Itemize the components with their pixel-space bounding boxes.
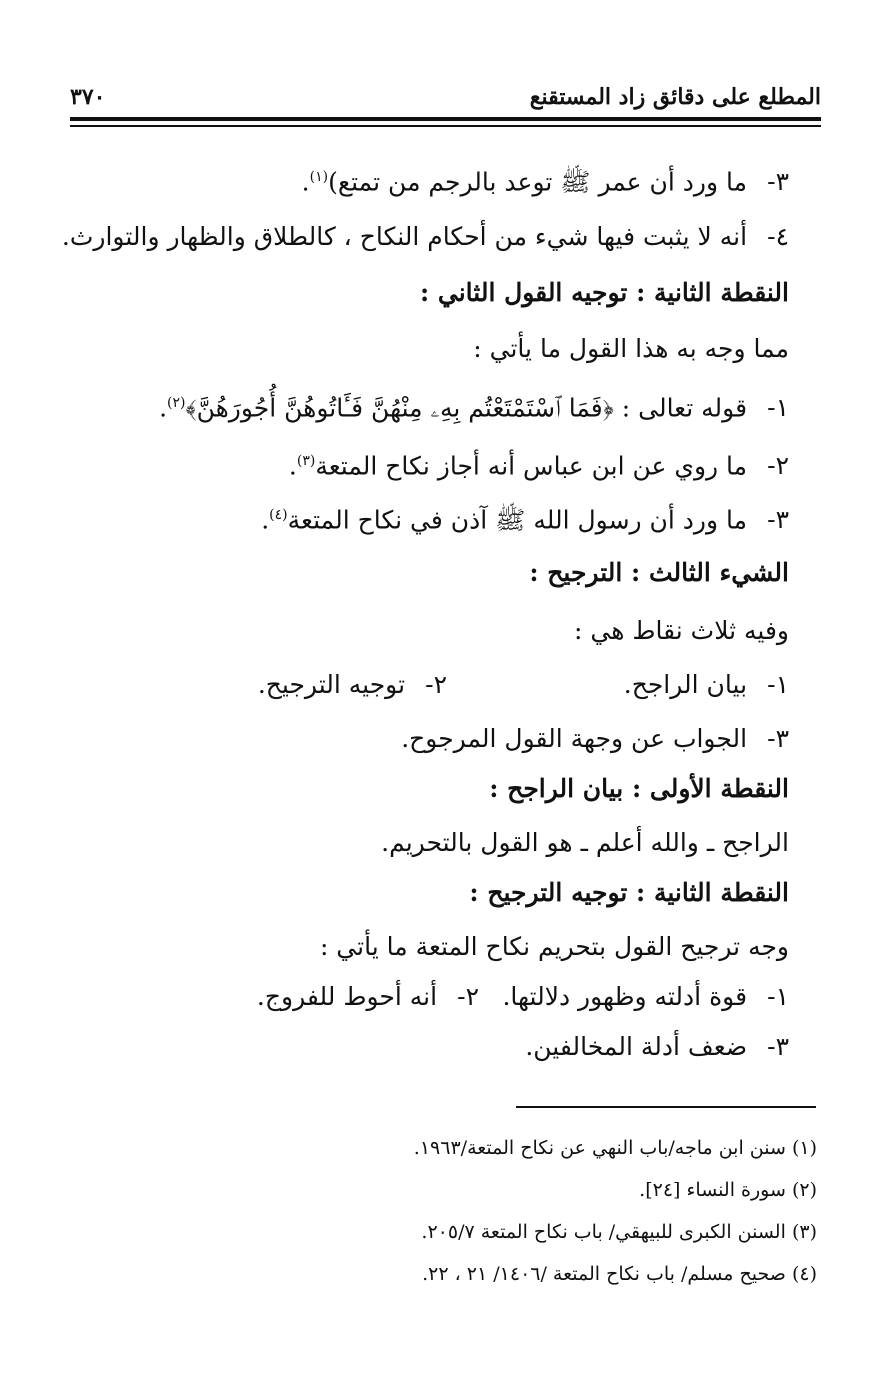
text-line: وفيه ثلاث نقاط هي :: [574, 616, 789, 645]
footnote: [414, 1134, 817, 1162]
item-text: قوله تعالى : ﴿فَمَا ٱسْتَمْتَعْتُم بِهِۦ مِنْهُنَّ فَـَٔاتُوهُنَّ أُجُورَهُنَّ﴾: [185, 393, 748, 423]
footnote: [639, 1176, 817, 1204]
item-number: ٤-: [767, 222, 789, 251]
item-number: ١-: [767, 670, 789, 699]
item-number: ٣-: [767, 505, 789, 535]
item-text: ما ورد أن عمر ﷺ توعد بالرجم من تمتع): [328, 167, 748, 197]
footnote-ref: (٣): [296, 453, 316, 469]
footnote-number: (٣): [791, 1221, 817, 1243]
footnote-number: (٢): [791, 1179, 817, 1201]
page-number: ٣٧٠: [70, 84, 106, 110]
item-number: ٢-: [425, 670, 447, 699]
footnote-number: (١): [791, 1137, 817, 1159]
text-line: ٣- ما ورد أن عمر ﷺ توعد بالرجم من تمتع)$^{(١)}$.: [302, 160, 789, 199]
text-line: وجه ترجيح القول بتحريم نكاح المتعة ما يأتي :: [319, 932, 789, 961]
item-number: ٣-: [767, 1032, 789, 1061]
item-number: ١-: [767, 982, 789, 1011]
footnote-ref: (٢): [167, 395, 186, 411]
section-heading: النقطة الثانية : توجيه الترجيح :: [469, 878, 789, 907]
text-line: ١- قوله تعالى : ﴿فَمَا ٱسْتَمْتَعْتُم بِهِۦ مِنْهُنَّ فَـَٔاتُوهُنَّ أُجُورَهُنَّ﴾$^{(٢)}$.: [159, 386, 789, 425]
text-line: الراجح ـ والله أعلم ـ هو القول بالتحريم.: [381, 828, 789, 857]
item-text: بيان الراجح.: [623, 670, 748, 699]
item-number: ١-: [767, 393, 789, 423]
header-rule-thin: [70, 125, 821, 127]
text-line: مما وجه به هذا القول ما يأتي :: [473, 334, 789, 363]
header-rule-thick: [70, 117, 821, 121]
text-line: [401, 722, 789, 756]
item-text: الجواب عن وجهة القول المرجوح.: [401, 724, 748, 753]
item-text: ما روي عن ابن عباس أنه أجاز نكاح المتعة: [315, 451, 748, 481]
text-line-col2: [258, 668, 447, 702]
item-number: ٣-: [767, 167, 789, 197]
footnote-text: سورة النساء [٢٤].: [639, 1179, 786, 1201]
text-line: ٢- ما روي عن ابن عباس أنه أجاز نكاح المتعة$^{(٣)}$.: [289, 444, 789, 483]
item-text: ما ورد أن رسول الله ﷺ آذن في نكاح المتعة: [287, 505, 748, 535]
footnote: [421, 1218, 817, 1246]
footnote-text: سنن ابن ماجه/باب النهي عن نكاح المتعة/١٩٦٣.: [413, 1137, 786, 1159]
text-line: [624, 668, 789, 702]
footnote-number: (٤): [791, 1263, 817, 1285]
text-line: [502, 980, 789, 1014]
item-text: توجيه الترجيح.: [257, 670, 406, 699]
item-number: ٣-: [767, 724, 789, 753]
book-title: المطلع على دقائق زاد المستقنع: [529, 84, 821, 110]
text-line: [62, 220, 789, 254]
item-text: قوة أدلته وظهور دلالتها.: [502, 982, 748, 1011]
section-heading: الشيء الثالث : الترجيح :: [529, 558, 789, 587]
section-heading: النقطة الثانية : توجيه القول الثاني :: [419, 278, 789, 307]
running-header: [70, 78, 821, 118]
footnote-ref: (٤): [269, 507, 288, 523]
section-heading: النقطة الأولى : بيان الراجح :: [489, 774, 789, 803]
item-text: ضعف أدلة المخالفين.: [525, 1032, 748, 1061]
item-number: ٢-: [457, 982, 479, 1011]
footnote-separator: [516, 1106, 816, 1108]
item-text: أنه أحوط للفروج.: [256, 982, 438, 1011]
footnote-text: السنن الكبرى للبيهقي/ باب نكاح المتعة ٢٠٥/٧.: [421, 1221, 786, 1243]
text-line: [525, 1030, 789, 1064]
text-line-col2: [257, 980, 479, 1014]
footnote-text: صحيح مسلم/ باب نكاح المتعة /١٤٠٦/ ٢١ ، ٢٢.: [422, 1263, 786, 1285]
item-text: أنه لا يثبت فيها شيء من أحكام النكاح ، كالطلاق والظهار والتوارث.: [61, 222, 748, 251]
text-line: ٣- ما ورد أن رسول الله ﷺ آذن في نكاح المتعة$^{(٤)}$.: [261, 498, 789, 537]
footnote: [422, 1260, 817, 1288]
item-number: ٢-: [767, 451, 789, 481]
footnote-ref: (١): [309, 169, 329, 185]
